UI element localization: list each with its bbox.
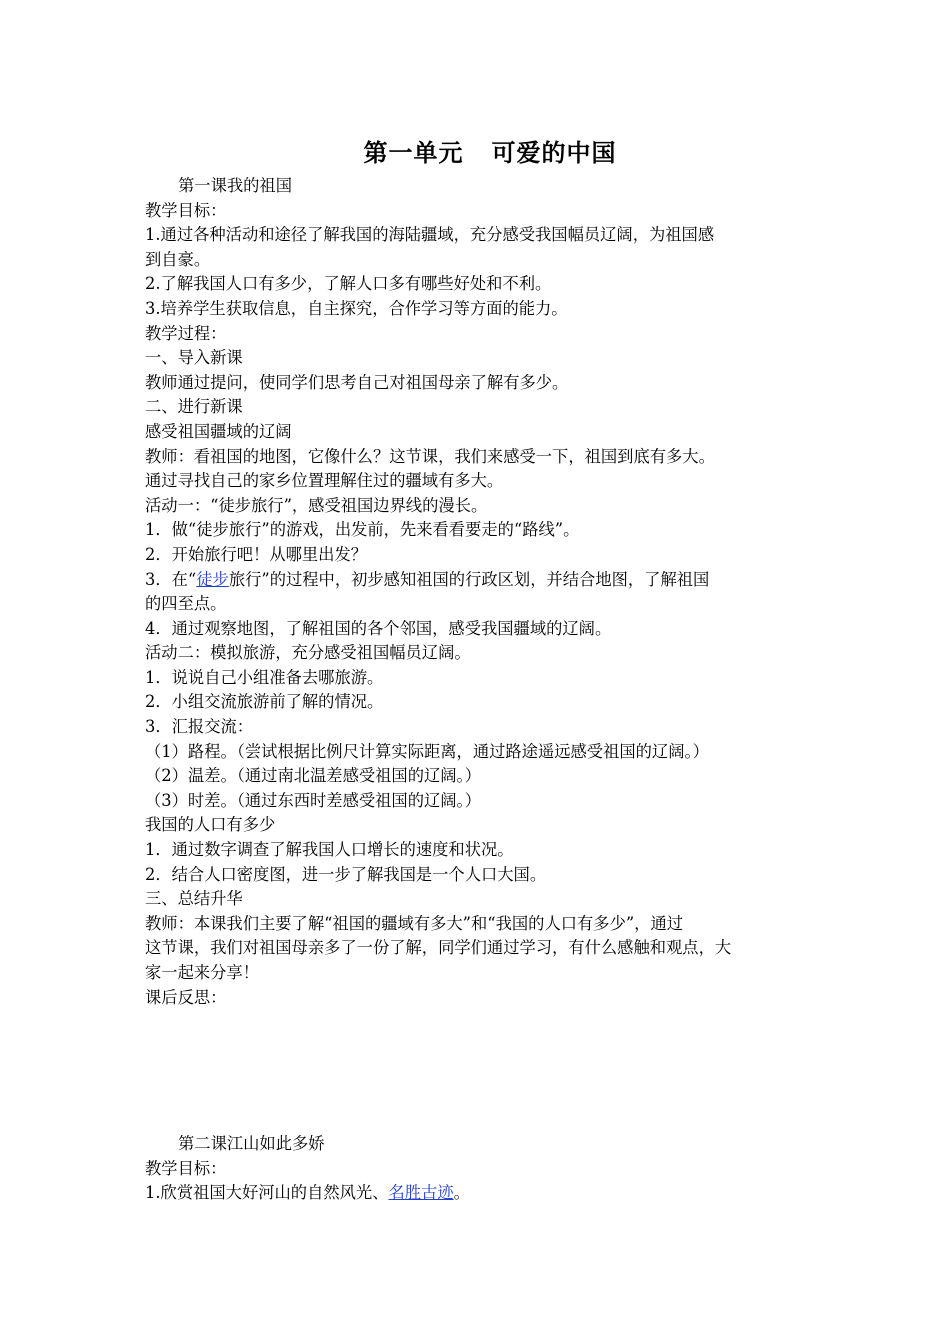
lesson-title: 第一课我的祖国 xyxy=(178,176,292,195)
activity-heading: 活动二：模拟旅游，充分感受祖国幅员辽阔。 xyxy=(145,643,471,663)
list-item: 1．通过数字调查了解我国人口增长的速度和状况。 xyxy=(145,840,514,860)
report-item: （3）时差。（通过东西时差感受祖国的辽阔。） xyxy=(145,790,481,810)
list-item: 2．结合人口密度图，进一步了解我国是一个人口大国。 xyxy=(145,864,547,884)
text-span: 旅行”的过程中，初步感知祖国的行政区划，并结合地图，了解祖国 xyxy=(228,569,710,589)
goal-line: 到自豪。 xyxy=(145,249,211,269)
list-item xyxy=(145,568,813,593)
unit-title-number: 第一单元 xyxy=(363,138,464,167)
sub-heading: 我国的人口有多少 xyxy=(145,815,276,835)
list-item: 3．汇报交流： xyxy=(145,717,254,737)
paragraph: 教师：本课我们主要了解“祖国的疆域有多大”和“我国的人口有多少”，通过 xyxy=(145,913,684,933)
paragraph: 家一起来分享！ xyxy=(145,963,259,982)
report-item: （2）温差。（通过南北温差感受祖国的辽阔。） xyxy=(145,766,481,786)
list-item: 1．说说自己小组准备去哪旅游。 xyxy=(145,667,384,687)
paragraph: 通过寻找自己的家乡位置理解住过的疆域有多大。 xyxy=(145,471,504,491)
lesson-title: 第二课江山如此多娇 xyxy=(178,1134,325,1154)
paragraph: 教师：看祖国的地图，它像什么？这节课，我们来感受一下，祖国到底有多大。 xyxy=(145,446,715,466)
list-item: 4．通过观察地图，了解祖国的各个邻国，感受我国疆域的辽阔。 xyxy=(145,618,612,638)
sub-heading: 感受祖国疆域的辽阔 xyxy=(145,421,292,441)
section-heading: 教学目标： xyxy=(145,1158,227,1178)
unit-title xyxy=(0,133,950,168)
paragraph: 教师通过提问，使同学们思考自己对祖国母亲了解有多少。 xyxy=(145,372,569,392)
scenic-sites-link[interactable]: 名胜古迹 xyxy=(388,1183,454,1203)
list-item: 1．做“徒步旅行”的游戏，出发前，先来看看要走的“路线”。 xyxy=(145,520,580,540)
list-item: 2．小组交流旅游前了解的情况。 xyxy=(145,692,384,712)
goal-line: 3.培养学生获取信息，自主探究，合作学习等方面的能力。 xyxy=(145,298,568,318)
list-item: 的四至点。 xyxy=(145,594,227,614)
goal-line: 1.通过各种活动和途径了解我国的海陆疆域，充分感受我国幅员辽阔，为祖国感 xyxy=(145,225,715,245)
unit-title-name: 可爱的中国 xyxy=(491,138,617,167)
goal-line: 2.了解我国人口有多少，了解人口多有哪些好处和不利。 xyxy=(145,274,552,294)
section-heading: 教学过程： xyxy=(145,323,227,343)
report-item: （1）路程。（尝试根据比例尺计算实际距离，通过路途遥远感受祖国的辽阔。） xyxy=(145,741,709,761)
activity-heading: 活动一：“徒步旅行”，感受祖国边界线的漫长。 xyxy=(145,495,488,515)
part-heading: 二、进行新课 xyxy=(145,397,243,417)
hiking-link[interactable]: 徒步 xyxy=(196,569,229,589)
section-heading: 课后反思： xyxy=(145,987,227,1007)
text-span: 3．在“ xyxy=(145,569,197,589)
document-body xyxy=(145,174,813,1206)
part-heading: 三、总结升华 xyxy=(145,889,243,909)
blank-space xyxy=(145,1010,813,1132)
part-heading: 一、导入新课 xyxy=(145,348,243,368)
list-item: 2．开始旅行吧！从哪里出发？ xyxy=(145,544,368,564)
text-span: 1.欣赏祖国大好河山的自然风光、 xyxy=(145,1183,389,1203)
paragraph: 这节课，我们对祖国母亲多了一份了解，同学们通过学习，有什么感触和观点，大 xyxy=(145,938,732,958)
section-heading: 教学目标： xyxy=(145,200,227,220)
text-span: 。 xyxy=(453,1183,470,1203)
goal-line xyxy=(145,1181,813,1206)
